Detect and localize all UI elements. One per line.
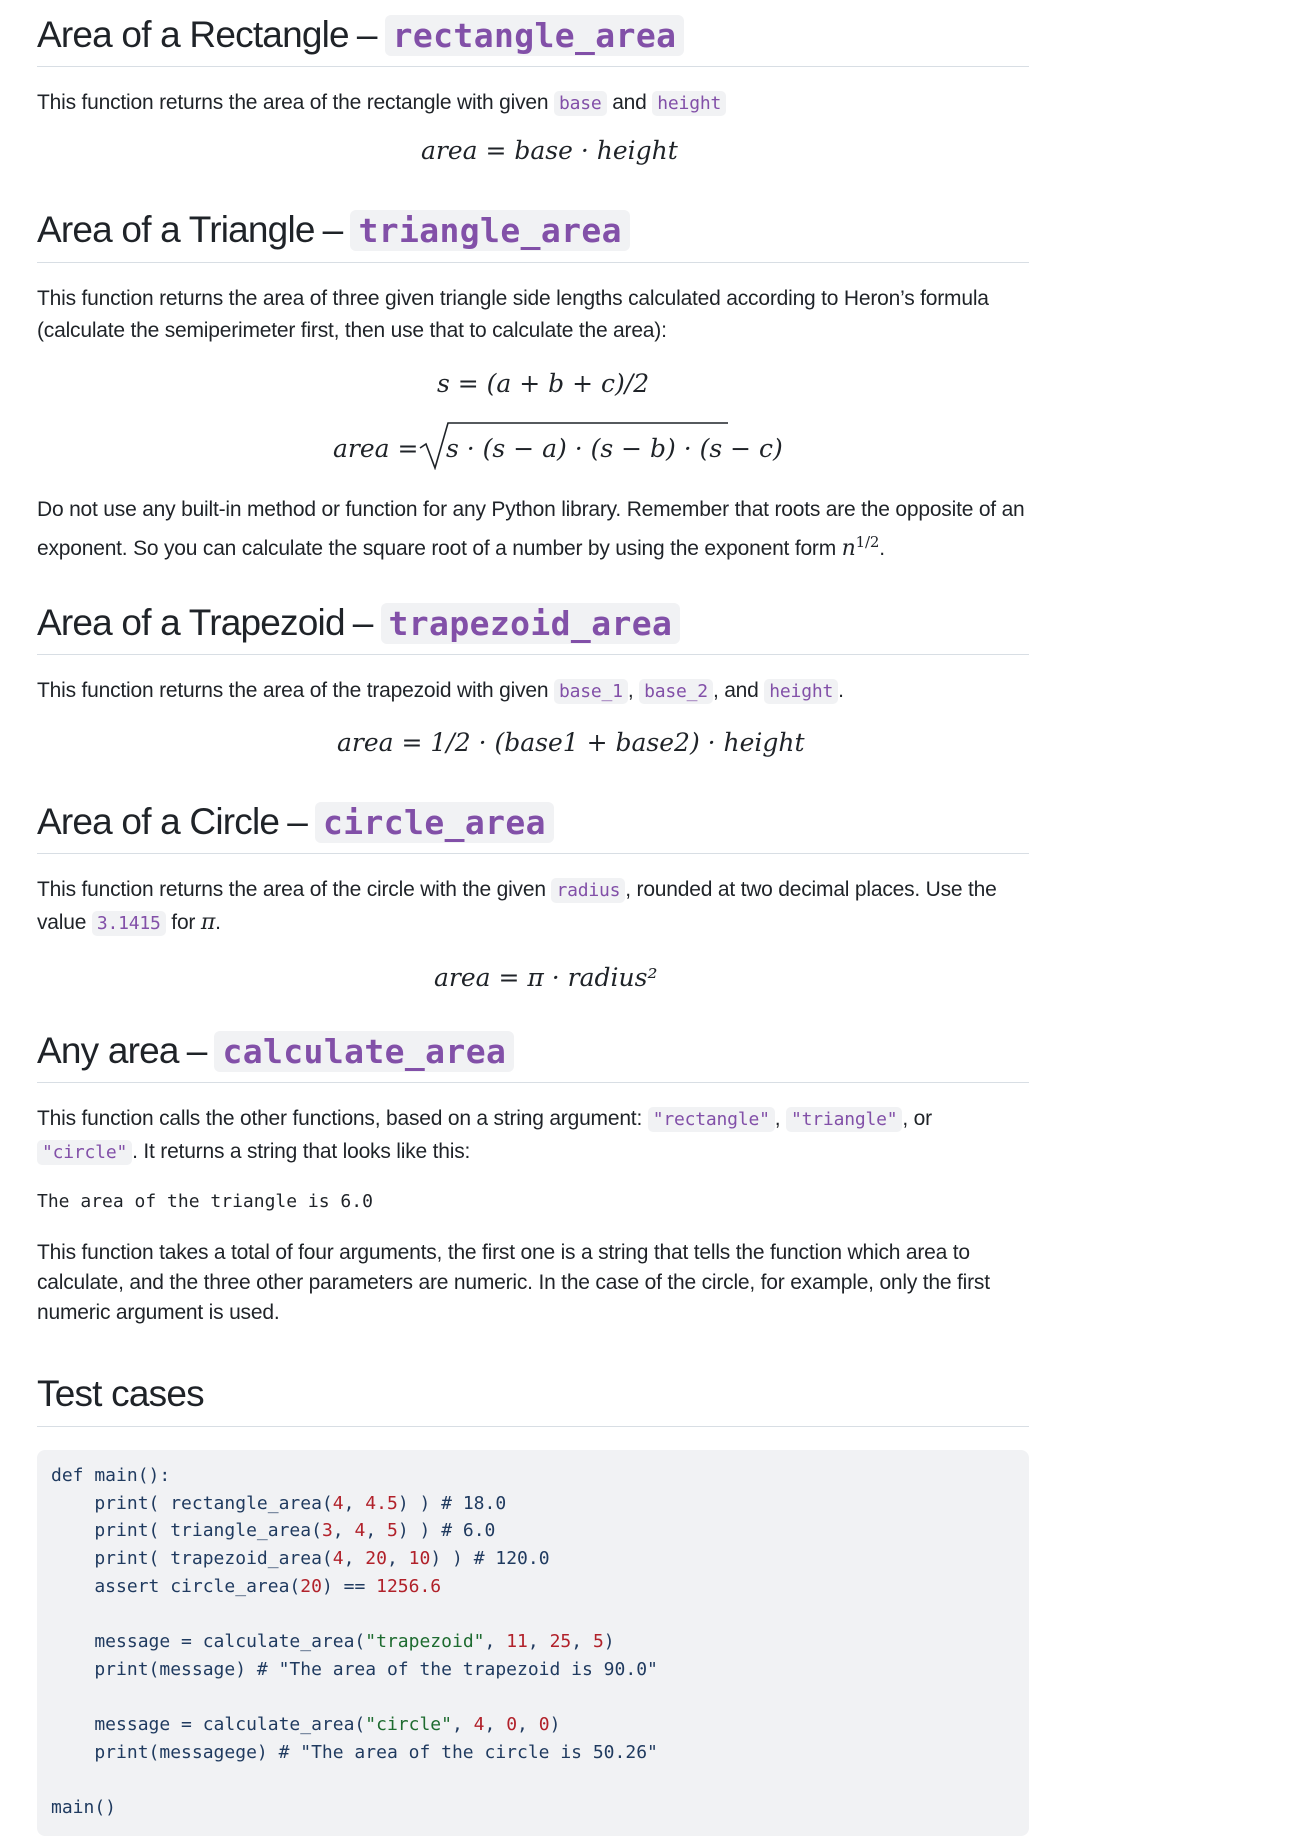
trapezoid-description — [37, 675, 1037, 708]
circle-description — [37, 874, 1037, 940]
text: This function returns the area of the rectangle with given — [37, 91, 554, 114]
heading-dash: – — [356, 14, 377, 55]
text: . — [838, 679, 844, 702]
text: This function returns the area of the circle with the given — [37, 878, 552, 901]
heading-text: Test cases — [37, 1373, 204, 1414]
rectangle-description — [37, 87, 1037, 120]
heading-dash: – — [352, 602, 373, 643]
function-name-code: circle_area — [315, 802, 554, 843]
math-exponent: 1/2 — [855, 533, 880, 551]
heading-divider — [37, 853, 1029, 854]
function-name-code: triangle_area — [350, 210, 629, 251]
code-block[interactable] — [37, 1450, 1029, 1836]
radicand: s · (s − a) · (s − b) · (s − c) — [446, 434, 783, 463]
text: and — [606, 91, 653, 114]
text: , — [627, 679, 640, 702]
heading-dash: – — [287, 801, 307, 842]
heading-divider — [37, 66, 1029, 67]
heading-text: Area of a Rectangle — [37, 14, 349, 55]
text: This function calls the other functions, based on a string argument: — [37, 1107, 648, 1130]
heading-divider — [37, 654, 1029, 655]
function-name-code: rectangle_area — [385, 15, 685, 56]
heading-divider — [37, 1082, 1029, 1083]
inline-code: base — [554, 91, 607, 116]
example-output: The area of the triangle is 6.0 — [37, 1191, 373, 1212]
heading-dash: – — [322, 209, 343, 250]
inline-code: "rectangle" — [648, 1107, 775, 1132]
heading-text: Area of a Triangle — [37, 209, 315, 250]
any-area-arguments-text: This function takes a total of four arguments, the first one is a string that tells the function which area to calculate, and the three other parameters are numeric. In the case of the circle, for example, only the first numeric argument is used. — [37, 1241, 990, 1324]
inline-code: radius — [551, 878, 625, 903]
heading-circle — [37, 799, 554, 846]
formula-lhs: area = — [333, 434, 419, 463]
heading-test-cases — [37, 1371, 204, 1417]
function-name-code: trapezoid_area — [381, 603, 681, 644]
inline-code: base_2 — [639, 679, 713, 704]
inline-code: 3.1415 — [92, 911, 166, 936]
any-area-description — [37, 1103, 1037, 1169]
text: , and — [712, 679, 765, 702]
triangle-note — [37, 494, 1037, 565]
text: , rounded at two decimal places. Use the value — [37, 878, 997, 934]
text: for — [165, 911, 201, 934]
inline-code: "circle" — [37, 1140, 132, 1165]
inline-code: height — [652, 91, 726, 116]
heading-divider — [37, 1426, 1029, 1427]
inline-code: height — [764, 679, 838, 704]
text: This function returns the area of the trapezoid with given — [37, 679, 554, 702]
triangle-description: This function returns the area of three given triangle side lengths calculated according to Heron’s formula (calculate the semiperimeter first, then use that to calculate the area): — [37, 287, 989, 342]
inline-code: "triangle" — [786, 1107, 902, 1132]
heading-rectangle — [37, 12, 684, 59]
text: . — [879, 537, 885, 560]
text: , — [774, 1107, 787, 1130]
text: Do not use any built-in method or function for any Python library. Remember that roots are the opposite of an exponent. So you can calculate the square root of a number by using the exponent form — [37, 498, 1025, 560]
heading-text: Any area — [37, 1030, 179, 1071]
rectangle-formula: area = base · height — [421, 136, 678, 165]
heading-any-area — [37, 1028, 514, 1075]
function-name-code: calculate_area — [214, 1031, 514, 1072]
heading-text: Area of a Trapezoid — [37, 602, 345, 643]
text: . It returns a string that looks like this: — [132, 1140, 471, 1163]
inline-code: base_1 — [554, 679, 628, 704]
heading-divider — [37, 262, 1029, 263]
text: . — [215, 911, 221, 934]
test-code: def main(): print( rectangle_area(4, 4.5) ) # 18.0 print( triangle_area(3, 4, 5) ) # 6.0 print( trapezoid_area(4, 20, 10) ) # 120.0 assert circle_area(20) == 1256.6 message = calculate_area("trapezoid", 11, 25, 5) print(message) # "The area of the trapezoid is 90.0" message = calculate_area("circle", 4, 0, 0) print(messagege) # "The area of the circle is 50.26" main() — [51, 1465, 658, 1819]
heading-text: Area of a Circle — [37, 801, 280, 842]
heading-dash: – — [186, 1030, 207, 1071]
math-n: n — [841, 536, 856, 561]
trapezoid-formula: area = 1/2 · (base1 + base2) · height — [337, 728, 805, 757]
heron-formula — [333, 434, 418, 463]
circle-formula: area = π · radius² — [434, 963, 658, 992]
math-pi: π — [200, 910, 216, 935]
heading-triangle — [37, 207, 630, 254]
text: , or — [902, 1107, 932, 1130]
semiperimeter-formula: s = (a + b + c)/2 — [437, 369, 650, 398]
heading-trapezoid — [37, 600, 680, 647]
